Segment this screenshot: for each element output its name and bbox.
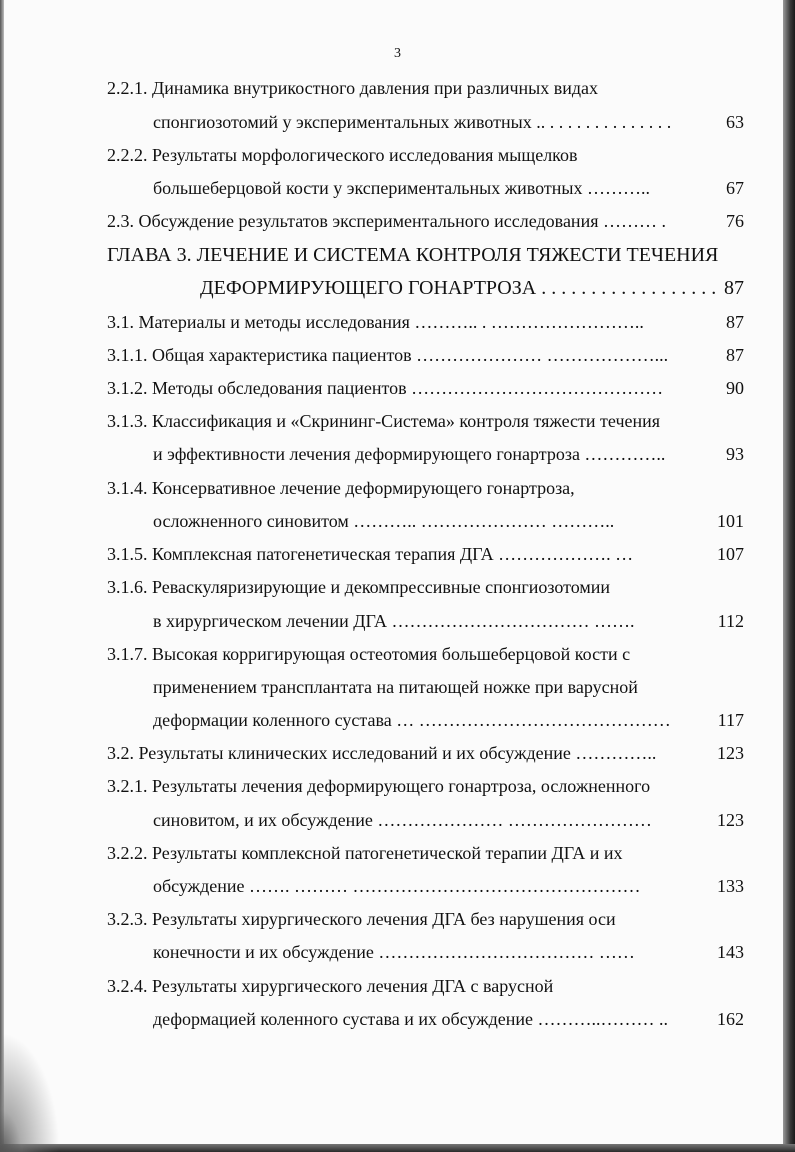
toc-line <box>0 406 795 436</box>
page-number: 3 <box>394 46 401 61</box>
toc-page-number: 162 <box>717 1009 744 1029</box>
toc-chapter-line <box>0 273 795 303</box>
toc-line <box>0 206 795 236</box>
toc-line <box>0 971 795 1001</box>
toc-line <box>0 539 795 569</box>
toc-entry-text: осложненного синовитом ……….. ………………… ……….. <box>153 511 615 531</box>
toc-entry-text: 2.2.1. Динамика внутрикостного давления при различных видах <box>107 78 599 98</box>
toc-line <box>0 871 795 901</box>
toc-chapter-line <box>0 240 795 270</box>
toc-entry-text: деформации коленного сустава … …………………………………… <box>153 710 671 730</box>
toc-page-number: 90 <box>726 378 744 398</box>
toc-line <box>0 606 795 636</box>
toc-page-number: 123 <box>717 743 744 763</box>
toc-page-number: 123 <box>717 810 744 830</box>
toc-page-number: 133 <box>717 876 744 896</box>
toc-entry-text: 3.1.5. Комплексная патогенетическая терапия ДГА ………………. … <box>107 544 634 564</box>
toc-entry-text: 3.1.4. Консервативное лечение деформирующего гонартроза, <box>107 478 575 498</box>
toc-page-number: 87 <box>726 345 744 365</box>
toc-page-number: 87 <box>726 312 744 332</box>
toc-line <box>0 705 795 735</box>
toc-entry-text: 3.1.1. Общая характеристика пациентов ………………… ………………... <box>107 345 669 365</box>
toc-entry-text: 3.1.6. Реваскуляризирующие и декомпрессивные спонгиозотомии <box>107 577 611 597</box>
toc-line <box>0 639 795 669</box>
toc-page-number: 101 <box>717 511 744 531</box>
toc-entry-text: применением трансплантата на питающей ножке при варусной <box>153 677 638 697</box>
toc-line <box>0 572 795 602</box>
toc-entry-text: 3.1. Материалы и методы исследования ……….. . …………………….. <box>107 312 644 332</box>
toc-line <box>0 140 795 170</box>
toc-page-number: 107 <box>717 544 744 564</box>
toc-entry-text: и эффективности лечения деформирующего гонартроза ………….. <box>153 444 666 464</box>
toc-entry-text: спонгиозотомий у экспериментальных животных .. . . . . . . . . . . . . . . <box>153 112 672 132</box>
toc-line <box>0 506 795 536</box>
toc-entry-text: синовитом, и их обсуждение ………………… …………………… <box>153 810 652 830</box>
toc-page-number: 76 <box>726 211 744 231</box>
toc-line <box>0 771 795 801</box>
scan-corner-shadow <box>0 1032 60 1152</box>
toc-page-number: 67 <box>726 178 744 198</box>
toc-page-number: 93 <box>726 444 744 464</box>
toc-line <box>0 1004 795 1034</box>
scan-edge-bottom <box>0 1144 795 1152</box>
toc-line <box>0 473 795 503</box>
toc-page-number: 87 <box>724 277 744 299</box>
toc-page-number: 63 <box>726 112 744 132</box>
toc-line <box>0 73 795 103</box>
toc-entry-text: 3.2.4. Результаты хирургического лечения ДГА с варусной <box>107 976 554 996</box>
toc-entry-text: 3.1.7. Высокая корригирующая остеотомия большеберцовой кости с <box>107 644 631 664</box>
toc-line <box>0 439 795 469</box>
toc-entry-text: большеберцовой кости у экспериментальных животных ……….. <box>153 178 651 198</box>
toc-chapter-title: ДЕФОРМИРУЮЩЕГО ГОНАРТРОЗА . . . . . . . . . . . . . . . . . . <box>200 277 717 299</box>
toc-page-number: 112 <box>717 611 744 631</box>
toc-chapter-title: ГЛАВА 3. ЛЕЧЕНИЕ И СИСТЕМА КОНТРОЛЯ ТЯЖЕСТИ ТЕЧЕНИЯ <box>107 244 719 266</box>
toc-line <box>0 373 795 403</box>
toc-page-number: 143 <box>717 942 744 962</box>
toc-line <box>0 173 795 203</box>
toc-page-number: 117 <box>717 710 744 730</box>
toc-line <box>0 307 795 337</box>
toc-line <box>0 838 795 868</box>
toc-line <box>0 340 795 370</box>
toc-line <box>0 904 795 934</box>
toc-line <box>0 672 795 702</box>
toc-entry-text: обсуждение ……. ……… ………………………………………… <box>153 876 641 896</box>
toc-entry-text: 3.2. Результаты клинических исследований и их обсуждение ………….. <box>107 743 657 763</box>
toc-entry-text: конечности и их обсуждение ……………………………… …… <box>153 942 635 962</box>
toc-entry-text: 2.3. Обсуждение результатов экспериментального исследования ……… . <box>107 211 666 231</box>
toc-entry-text: 3.2.2. Результаты комплексной патогенетической терапии ДГА и их <box>107 843 623 863</box>
toc-line <box>0 107 795 137</box>
toc-line <box>0 937 795 967</box>
toc-entry-text: в хирургическом лечении ДГА …………………………… ……. <box>153 611 635 631</box>
toc-entry-text: 3.1.2. Методы обследования пациентов …………………………………… <box>107 378 664 398</box>
toc-entry-text: 2.2.2. Результаты морфологического исследования мыщелков <box>107 145 578 165</box>
toc-line <box>0 805 795 835</box>
toc-entry-text: 3.1.3. Классификация и «Скрининг-Система» контроля тяжести течения <box>107 411 661 431</box>
toc-entry-text: 3.2.3. Результаты хирургического лечения ДГА без нарушения оси <box>107 909 616 929</box>
toc-line <box>0 738 795 768</box>
toc-entry-text: деформацией коленного сустава и их обсуждение ………..……… .. <box>153 1009 669 1029</box>
toc-entry-text: 3.2.1. Результаты лечения деформирующего гонартроза, осложненного <box>107 776 651 796</box>
